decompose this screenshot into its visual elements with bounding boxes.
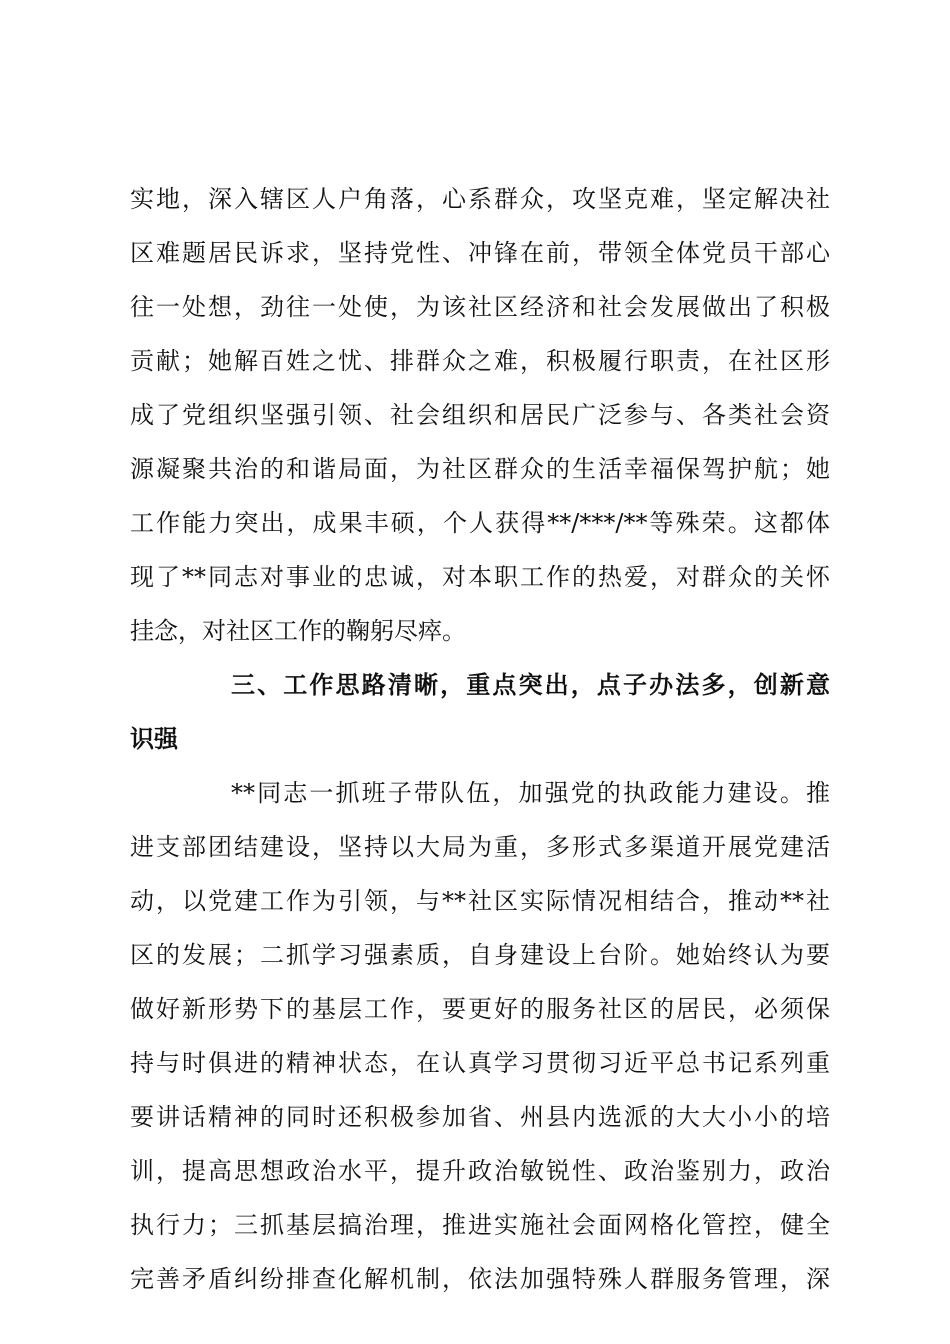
paragraph-line: 做好新形势下的基层工作，要更好的服务社区的居民，必须保 [130,995,830,1023]
section-heading: 三、工作思路清晰，重点突出，点子办法多，创新意 [231,671,830,699]
paragraph-line: 进支部团结建设，坚持以大局为重，多形式多渠道开展党建活 [130,833,830,861]
paragraph-line: 贡献；她解百姓之忧、排群众之难，积极履行职责，在社区形 [130,347,830,375]
paragraph-line: 实地，深入辖区人户角落，心系群众，攻坚克难，坚定解决社 [130,185,830,213]
paragraph-line: 动，以党建工作为引领，与**社区实际情况相结合，推动**社 [130,887,830,915]
paragraph-line: 工作能力突出，成果丰硕，个人获得**/***/**等殊荣。这都体 [130,509,830,537]
paragraph-line: 持与时俱进的精神状态，在认真学习贯彻习近平总书记系列重 [130,1049,830,1077]
paragraph-line: 完善矛盾纠纷排查化解机制，依法加强特殊人群服务管理，深 [130,1265,830,1293]
paragraph-line: 训，提高思想政治水平，提升政治敏锐性、政治鉴别力，政治 [130,1157,830,1185]
paragraph-line: 区的发展；二抓学习强素质，自身建设上台阶。她始终认为要 [130,941,830,969]
paragraph-line: 执行力；三抓基层搞治理，推进实施社会面网格化管控，健全 [130,1211,830,1239]
section-heading: 识强 [130,725,178,753]
paragraph-line: 要讲话精神的同时还积极参加省、州县内选派的大大小小的培 [130,1103,830,1131]
paragraph-line: 现了**同志对事业的忠诚，对本职工作的热爱，对群众的关怀 [130,563,830,591]
paragraph-line: **同志一抓班子带队伍，加强党的执政能力建设。推 [231,779,830,807]
paragraph-line: 区难题居民诉求，坚持党性、冲锋在前，带领全体党员干部心 [130,239,830,267]
paragraph-line: 源凝聚共治的和谐局面，为社区群众的生活幸福保驾护航；她 [130,455,830,483]
paragraph-line: 往一处想，劲往一处使，为该社区经济和社会发展做出了积极 [130,293,830,321]
paragraph-line: 挂念，对社区工作的鞠躬尽瘁。 [130,617,466,645]
paragraph-line: 成了党组织坚强引领、社会组织和居民广泛参与、各类社会资 [130,401,830,429]
